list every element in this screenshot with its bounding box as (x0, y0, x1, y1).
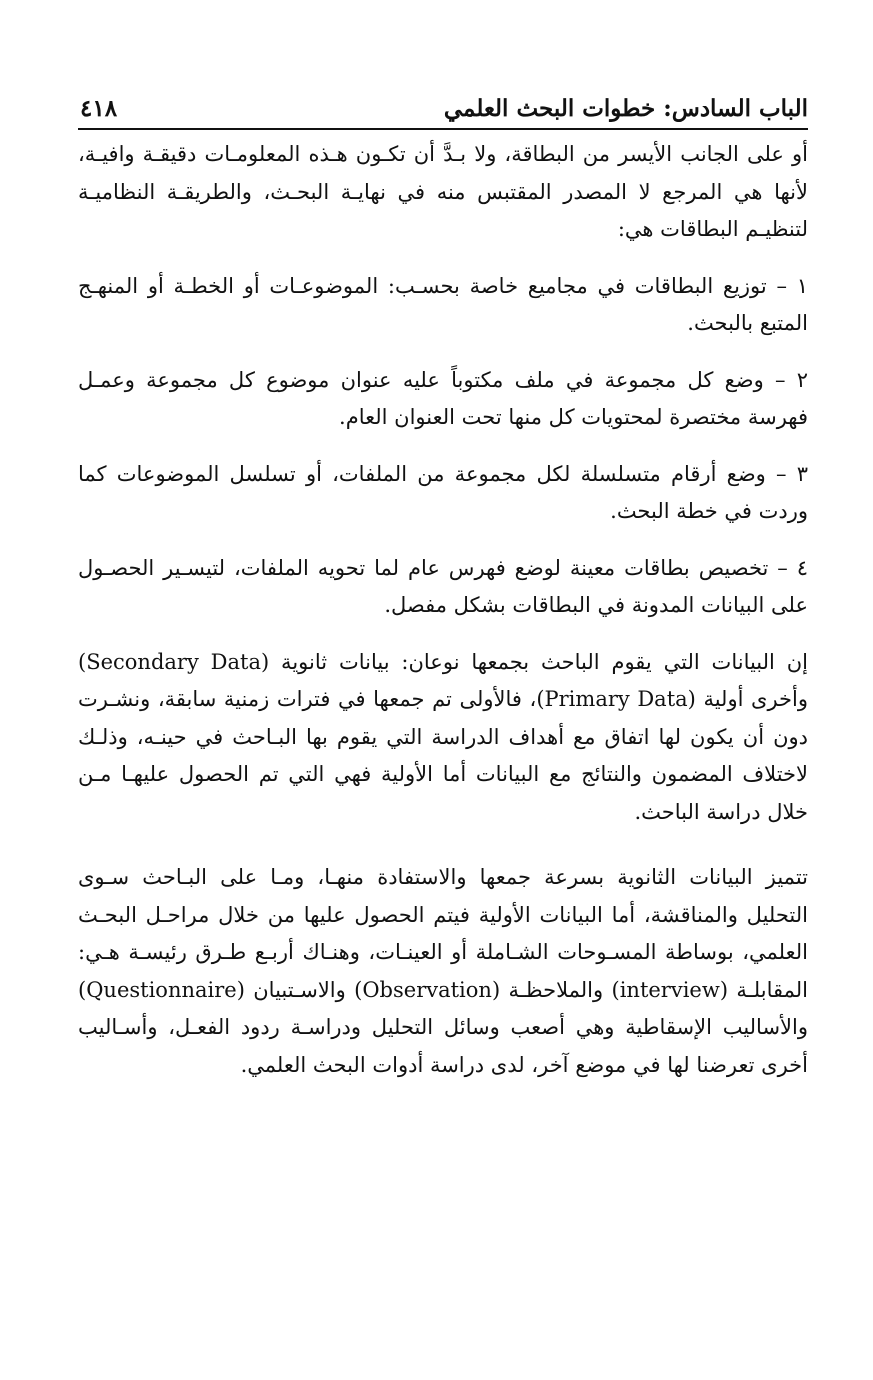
page-number: ٤١٨ (80, 95, 118, 122)
list-item-2: ٢ – وضع كل مجموعة في ملف مكتوباً عليه عنوان موضوع كل مجموعة وعمـل فهرسة مختصرة لمحتويات كل منها تحت العنوان العام. (78, 367, 808, 429)
list-item-3: ٣ – وضع أرقام متسلسلة لكل مجموعة من الملفات، أو تسلسل الموضوعات كما وردت في خطة البحث. (78, 461, 808, 523)
list-item-4: ٤ – تخصيص بطاقات معينة لوضع فهرس عام لما تحويه الملفات، لتيسـير الحصـول على البيانات المدونة في البطاقات بشكل مفصل. (78, 555, 808, 617)
body-text (78, 136, 808, 1084)
running-header (78, 88, 808, 130)
list-item-1: ١ – توزيع البطاقات في مجاميع خاصة بحسـب: الموضوعـات أو الخطـة أو المنهـج المتبع بالبحث. (78, 273, 808, 335)
chapter-title: الباب السادس: خطوات البحث العلمي (443, 95, 808, 122)
paragraph-data-types: إن البيانات التي يقوم الباحث بجمعها نوعان: بيانات ثانوية (Secondary Data) وأخرى أولية (Primary Data)، فالأولى تم جمعها في فترات زمنية سابقة، ونشـرت دون أن يكون لها اتفاق مع أهداف الدراسة التي يقوم بها البـاحث في حينـه، وذلـك لاختلاف المضمون والنتائج مع البيانات أما الأولية فهي التي تم الحصول عليهـا مـن خلال دراسة الباحث. (78, 649, 808, 824)
document-page (78, 88, 808, 1288)
paragraph-intro: أو على الجانب الأيسر من البطاقة، ولا بـدَّ أن تكـون هـذه المعلومـات دقيقـة وافيـة، لأنها هي المرجع لا المصدر المقتبس منه في نهايـة البحـث، والطريقـة النظاميـة لتنظيـم البطاقات هي: (78, 142, 808, 241)
paragraph-data-features: تتميز البيانات الثانوية بسرعة جمعها والاستفادة منهـا، ومـا على البـاحث سـوى التحليل والمناقشة، أما البيانات الأولية فيتم الحصول عليها من خلال مراحـل البحـث العلمي، بوساطة المسـوحات الشـاملة أو العينـات، وهنـاك أربـع طـرق رئيسـة هـي: المقابلـة (interview) والملاحظـة (Observation) والاسـتبيان (Questionnaire) والأساليب الإسقاطية وهي أصعب وسائل التحليل ودراسـة ردود الفعـل، وأسـاليب أخرى تعرضنا لها في موضع آخر، لدى دراسة أدوات البحث العلمي. (78, 865, 808, 1077)
